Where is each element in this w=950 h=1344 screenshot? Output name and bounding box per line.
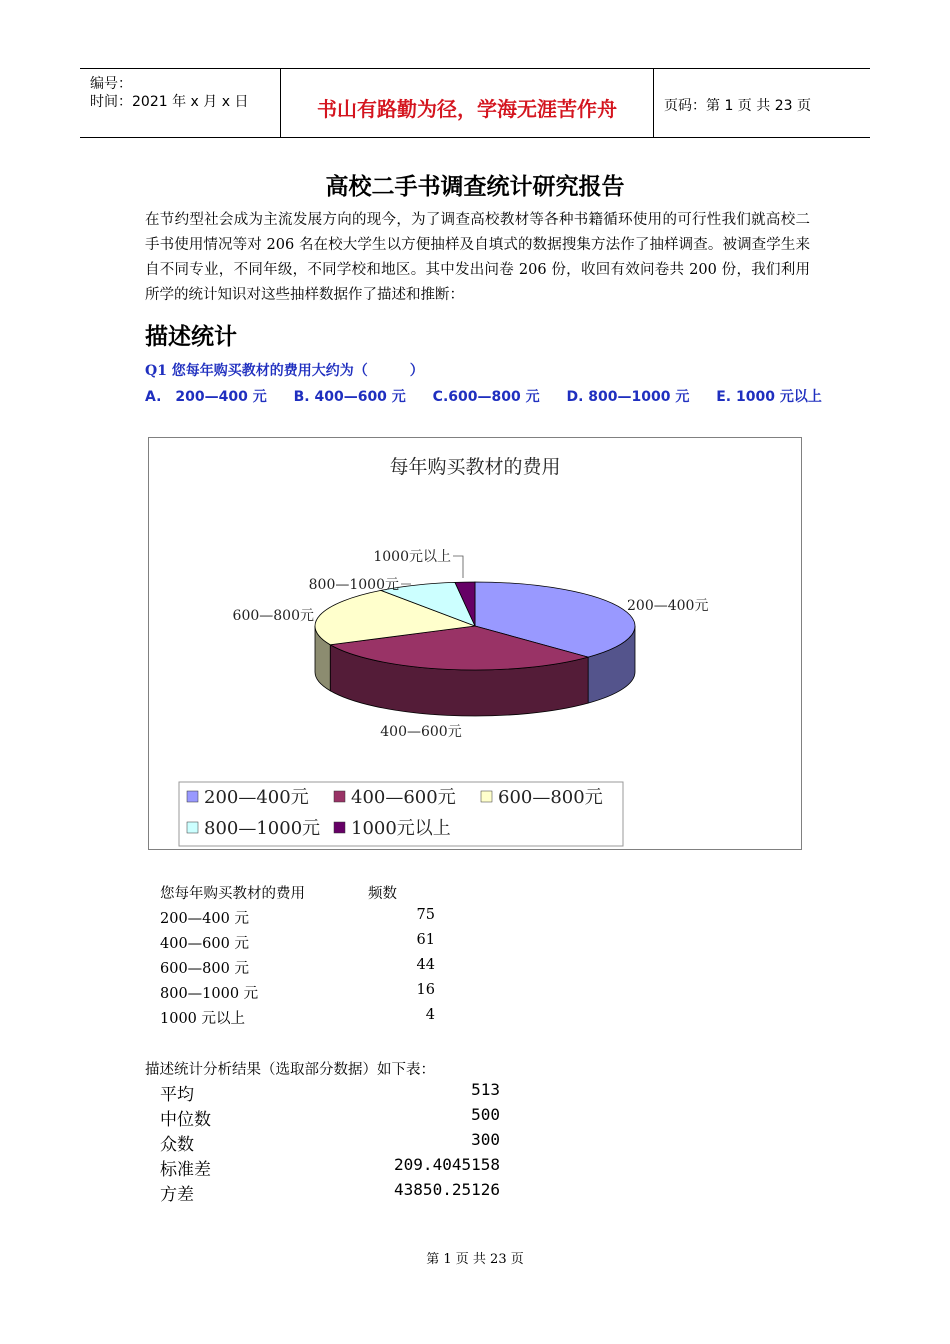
table-row bbox=[160, 1080, 500, 1105]
data-label: 800—1000元 bbox=[308, 577, 399, 593]
option-e: E. 1000 元以上 bbox=[716, 389, 822, 405]
question-text: Q1 您每年购买教材的费用大约为（ ） bbox=[145, 363, 424, 379]
number-label: 编号： bbox=[90, 76, 132, 92]
question-options bbox=[145, 386, 844, 406]
data-label: 1000元以上 bbox=[373, 549, 451, 565]
header-right-cell bbox=[654, 69, 870, 137]
stat-label: 标准差 bbox=[160, 1160, 211, 1180]
time-label: 时间：2021 年 x 月 x 日 bbox=[90, 94, 249, 110]
table-row bbox=[160, 1105, 500, 1130]
legend-swatch bbox=[187, 791, 198, 802]
freq-header-count: 频数 bbox=[368, 886, 397, 902]
stat-label: 平均 bbox=[160, 1085, 194, 1105]
document-title: 高校二手书调查统计研究报告 bbox=[325, 173, 625, 200]
data-label: 600—800元 bbox=[232, 608, 314, 624]
header-center-cell bbox=[281, 69, 654, 137]
freq-cell-label: 800—1000 元 bbox=[160, 986, 259, 1002]
legend-swatch bbox=[481, 791, 492, 802]
page-header bbox=[80, 68, 870, 138]
freq-cell-label: 600—800 元 bbox=[160, 961, 249, 977]
stat-label: 方差 bbox=[160, 1185, 194, 1205]
freq-cell-count: 44 bbox=[416, 957, 435, 973]
freq-cell-label: 1000 元以上 bbox=[160, 1011, 246, 1027]
stat-value: 300 bbox=[471, 1130, 500, 1149]
stat-label: 中位数 bbox=[160, 1110, 211, 1130]
legend-swatch bbox=[187, 822, 198, 833]
table-row bbox=[160, 1130, 500, 1155]
legend-swatch bbox=[334, 791, 345, 802]
legend-entry: 800—1000元 bbox=[204, 818, 321, 839]
table-row bbox=[160, 1180, 500, 1205]
page-footer: 第 1 页 共 23 页 bbox=[426, 1252, 524, 1267]
data-label: 400—600元 bbox=[380, 724, 462, 740]
option-a: A. 200—400 元 bbox=[145, 389, 267, 405]
intro-paragraph: 在节约型社会成为主流发展方向的现今，为了调查高校教材等各种书籍循环使用的可行性我们就高校二手书使用情况等对 206 名在校大学生以方便抽样及自填式的数据搜集方法作了抽样调查。被调查学生来自不同专业，不同年级，不同学校和地区。其中发出问卷 206 份，收回有效问卷共 200 份，我们利用所学的统计知识对这些抽样数据作了描述和推断： bbox=[145, 212, 810, 303]
legend-entry: 600—800元 bbox=[498, 787, 603, 808]
stats-caption: 描述统计分析结果（选取部分数据）如下表： bbox=[145, 1062, 435, 1078]
stat-value: 43850.25126 bbox=[394, 1180, 500, 1199]
legend-entry: 400—600元 bbox=[351, 787, 456, 808]
data-label: 200—400元 bbox=[627, 598, 709, 614]
option-c: C.600—800 元 bbox=[432, 389, 540, 405]
legend-entry: 200—400元 bbox=[204, 787, 309, 808]
option-b: B. 400—600 元 bbox=[293, 389, 406, 405]
freq-cell-count: 16 bbox=[416, 982, 435, 998]
stat-value: 500 bbox=[471, 1105, 500, 1124]
pie-chart-canvas bbox=[149, 438, 801, 849]
freq-header-label: 您每年购买教材的费用 bbox=[160, 886, 305, 902]
table-row bbox=[160, 1155, 500, 1180]
legend-entry: 1000元以上 bbox=[351, 818, 451, 839]
freq-cell-count: 4 bbox=[425, 1007, 435, 1023]
section-title: 描述统计 bbox=[145, 323, 237, 350]
stat-value: 209.4045158 bbox=[394, 1155, 500, 1174]
page-number-label: 页码：第 1 页 共 23 页 bbox=[664, 98, 811, 114]
leader-line bbox=[453, 556, 463, 578]
freq-cell-label: 200—400 元 bbox=[160, 911, 249, 927]
stat-value: 513 bbox=[471, 1080, 500, 1099]
freq-cell-count: 61 bbox=[416, 932, 435, 948]
option-d: D. 800—1000 元 bbox=[566, 389, 690, 405]
chart-title: 每年购买教材的费用 bbox=[389, 456, 561, 478]
header-motto: 书山有路勤为径，学海无涯苦作舟 bbox=[317, 97, 617, 121]
stat-label: 众数 bbox=[160, 1135, 194, 1155]
header-left-cell bbox=[80, 69, 281, 137]
freq-cell-count: 75 bbox=[416, 907, 435, 923]
legend-swatch bbox=[334, 822, 345, 833]
freq-cell-label: 400—600 元 bbox=[160, 936, 249, 952]
pie-chart bbox=[148, 437, 802, 850]
